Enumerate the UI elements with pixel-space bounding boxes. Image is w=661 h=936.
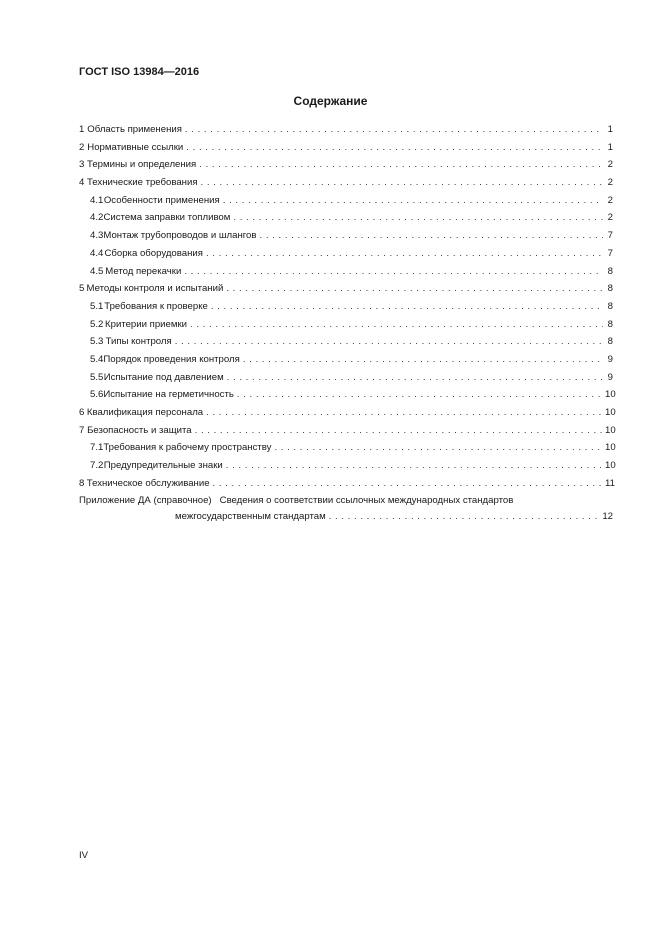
toc-entry-number: 5.4: [90, 353, 104, 365]
toc-entry-page: 8: [607, 336, 613, 348]
toc-entry-title: Предупредительные знаки: [103, 460, 223, 472]
toc-entry[interactable]: [79, 156, 613, 174]
toc-entry-page: 9: [607, 353, 613, 365]
toc-entry[interactable]: [79, 475, 613, 493]
toc-entry-title: Область применения: [87, 124, 182, 135]
dot-leader: [206, 245, 603, 263]
toc-entry[interactable]: [79, 121, 613, 139]
toc-entry-title: Порядок проведения контроля: [103, 353, 240, 365]
toc-entry-title: Сборка оборудования: [104, 247, 203, 259]
toc-entry-number: 5.3: [90, 336, 104, 348]
document-header: ГОСТ ISO 13984—2016: [79, 66, 200, 78]
dot-leader: [211, 298, 603, 316]
toc-entry-title: Безопасность и защита: [87, 424, 192, 436]
toc-entry-title: Система заправки топливом: [103, 212, 231, 224]
dot-leader: [213, 475, 603, 493]
toc-entry-page: 2: [607, 159, 613, 171]
toc-entry[interactable]: [79, 386, 616, 404]
page-title: Содержание: [293, 94, 368, 108]
toc-entry-number: 3: [79, 159, 85, 171]
dot-leader: [233, 209, 603, 227]
toc-annex-entry[interactable]: [79, 493, 613, 525]
toc-entry-number: 7: [79, 424, 85, 436]
toc-entry-page: 2: [607, 177, 613, 189]
toc-entry-title: Особенности применения: [103, 194, 220, 206]
page-number-footer: IV: [79, 850, 89, 861]
toc-entry[interactable]: [79, 369, 613, 387]
toc-entry-title: Технические требования: [86, 177, 198, 189]
toc-entry-page: 10: [605, 424, 616, 436]
dot-leader: [227, 369, 603, 387]
toc-entry-page: 10: [605, 389, 616, 401]
toc-entry[interactable]: [79, 227, 613, 245]
toc-entry-number: 2: [79, 141, 85, 153]
toc-entry-number: 7.1: [90, 442, 104, 454]
toc-entry[interactable]: [79, 439, 616, 457]
toc-entry-number: 7.2: [90, 460, 104, 472]
toc-entry-page: 8: [607, 300, 613, 312]
toc-entry-number: 4.2: [90, 212, 104, 224]
dot-leader: [226, 457, 603, 475]
toc-entry-page: 10: [605, 460, 616, 472]
toc-entry-page: 8: [607, 283, 613, 295]
toc-entry[interactable]: [79, 280, 613, 298]
toc-entry[interactable]: [79, 422, 616, 440]
toc-entry-title: Типы контроля: [105, 336, 172, 348]
dot-leader: [260, 227, 604, 245]
toc-entry-page: 1: [607, 141, 613, 153]
toc-entry-title: Испытание под давлением: [103, 371, 224, 383]
toc-entry-page: 2: [607, 212, 613, 224]
toc-entry-number: 8: [79, 477, 85, 489]
dot-leader: [243, 351, 603, 369]
toc-entry-title: Монтаж трубопроводов и шлангов: [103, 230, 257, 242]
toc-entry-title: Квалификация персонала: [86, 407, 204, 418]
dot-leader: [175, 333, 603, 351]
toc-entry-page: 10: [605, 442, 616, 454]
toc-entry[interactable]: [79, 245, 613, 263]
dot-leader: [201, 174, 603, 192]
toc-entry[interactable]: [79, 209, 613, 227]
toc-entry-title: Требования к проверке: [104, 300, 208, 312]
toc-entry-number: 5.2: [90, 318, 104, 330]
dot-leader: [237, 386, 603, 404]
toc-entry-page: 2: [607, 194, 613, 206]
toc-entry-number: 5.6: [90, 389, 104, 401]
toc-entry-title: Термины и определения: [87, 159, 197, 171]
dot-leader: [185, 121, 603, 139]
dot-leader: [199, 156, 603, 174]
toc-entry[interactable]: [79, 333, 613, 351]
toc-entry[interactable]: [79, 404, 616, 422]
toc-entry[interactable]: [79, 351, 613, 369]
toc-entry[interactable]: [79, 298, 613, 316]
toc-entry[interactable]: [79, 263, 613, 281]
dot-leader: [184, 263, 603, 281]
toc-entry-title: Критерии приемки: [105, 318, 188, 330]
dot-leader: [274, 439, 603, 457]
toc-entry-number: 6: [79, 407, 85, 418]
toc-entry-number: 5.5: [90, 371, 104, 383]
toc-entry-number: 4.3: [90, 230, 104, 242]
toc-entry-number: 4.4: [90, 247, 104, 259]
annex-title-line1: Сведения о соответствии ссылочных международных стандартов: [219, 495, 514, 507]
toc-entry-number: 4.1: [90, 194, 104, 206]
toc-entry[interactable]: [79, 174, 613, 192]
toc-entry-page: 8: [607, 265, 613, 277]
toc-entry-number: 5.1: [90, 300, 104, 312]
toc-entry-page: 1: [607, 124, 613, 135]
toc-entry-title: Требования к рабочему пространству: [103, 442, 272, 454]
dot-leader: [206, 404, 603, 422]
toc-entry-title: Техническое обслуживание: [86, 477, 210, 489]
dot-leader: [329, 509, 601, 525]
toc-entries: [79, 121, 616, 492]
toc-entry-title: Методы контроля и испытаний: [86, 283, 224, 295]
toc-entry-page: 11: [605, 477, 615, 489]
table-of-contents: [79, 121, 616, 525]
toc-entry-page: 7: [607, 247, 613, 259]
toc-entry-page: 9: [607, 371, 613, 383]
annex-page-number: 12: [602, 511, 613, 523]
toc-entry-title: Нормативные ссылки: [87, 141, 184, 153]
toc-entry-page: 7: [607, 230, 613, 242]
toc-entry-number: 4.5: [90, 265, 104, 277]
toc-entry-page: 10: [605, 407, 616, 418]
dot-leader: [195, 422, 603, 440]
toc-entry[interactable]: [79, 457, 616, 475]
toc-entry[interactable]: [79, 192, 613, 210]
dot-leader: [186, 139, 603, 157]
toc-entry-title: Метод перекачки: [105, 265, 182, 277]
dot-leader: [226, 280, 603, 298]
toc-entry-number: 1: [79, 124, 85, 135]
dot-leader: [223, 192, 603, 210]
toc-entry-number: 4: [79, 177, 85, 189]
toc-entry-title: Испытание на герметичность: [103, 389, 234, 401]
dot-leader: [190, 316, 603, 334]
toc-entry-number: 5: [79, 283, 85, 295]
annex-title-line2: межгосударственным стандартам: [175, 511, 326, 523]
annex-label: Приложение ДА (справочное): [79, 495, 212, 507]
toc-entry-page: 8: [607, 318, 613, 330]
toc-entry[interactable]: [79, 316, 613, 334]
toc-entry[interactable]: [79, 139, 613, 157]
